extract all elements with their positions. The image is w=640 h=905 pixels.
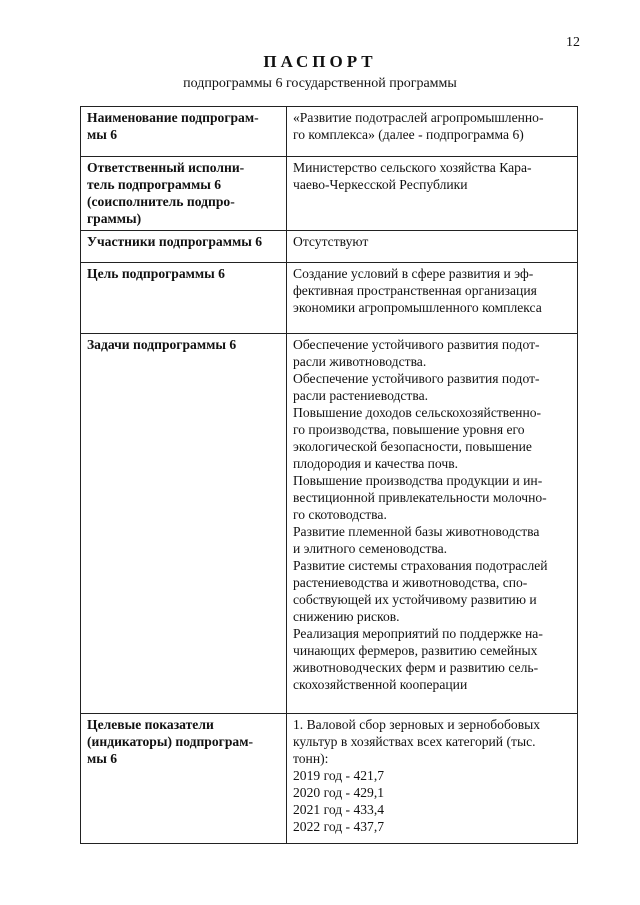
value-line: Обеспечение устойчивого развития подот-	[293, 371, 540, 386]
value-line: Реализация мероприятий по поддержке на-	[293, 626, 543, 641]
row-label	[81, 334, 287, 714]
value-line: го скотоводства.	[293, 507, 387, 522]
value-line: экологической безопасности, повышение	[293, 439, 532, 454]
value-line: Отсутствуют	[293, 234, 369, 249]
value-line: экономики агропромышленного комплекса	[293, 300, 542, 315]
value-line: 2019 год - 421,7	[293, 768, 385, 783]
label-line: Задачи подпрограммы 6	[87, 337, 237, 352]
label-line: Цель подпрограммы 6	[87, 266, 225, 281]
passport-row	[81, 157, 578, 231]
value-line: «Развитие подотраслей агропромышленно-	[293, 110, 544, 125]
value-line: скохозяйственной кооперации	[293, 677, 468, 692]
document-title: ПАСПОРТ	[263, 52, 377, 71]
value-line: фективная пространственная организация	[293, 283, 537, 298]
value-line: Обеспечение устойчивого развития подот-	[293, 337, 540, 352]
passport-table-body	[81, 107, 578, 844]
value-line: и элитного семеноводства.	[293, 541, 447, 556]
row-value	[287, 714, 578, 844]
row-value	[287, 263, 578, 334]
passport-table	[80, 106, 578, 844]
label-line: Целевые показатели	[87, 717, 214, 732]
value-line: 2020 год - 429,1	[293, 785, 385, 800]
label-line: Наименование подпрограм-	[87, 110, 259, 125]
value-line: расли растениеводства.	[293, 388, 429, 403]
value-line: Повышение доходов сельскохозяйственно-	[293, 405, 542, 420]
value-line: Повышение производства продукции и ин-	[293, 473, 543, 488]
passport-row	[81, 231, 578, 263]
row-value	[287, 334, 578, 714]
value-line: животноводческих ферм и развитию сель-	[293, 660, 539, 675]
value-line: го производства, повышение уровня его	[293, 422, 525, 437]
passport-row	[81, 107, 578, 157]
value-line: чаево-Черкесской Республики	[293, 177, 468, 192]
passport-row	[81, 263, 578, 334]
row-label	[81, 714, 287, 844]
value-line: собствующей их устойчивому развитию и	[293, 592, 537, 607]
value-line: 1. Валовой сбор зерновых и зернобобовых	[293, 717, 541, 732]
value-line: вестиционной привлекательности молочно-	[293, 490, 547, 505]
label-line: мы 6	[87, 751, 118, 766]
label-line: граммы)	[87, 211, 142, 226]
label-line: (соисполнитель подпро-	[87, 194, 235, 209]
value-line: растениеводства и животноводства, спо-	[293, 575, 528, 590]
value-line: 2022 год - 437,7	[293, 819, 385, 834]
value-line: Развитие племенной базы животноводства	[293, 524, 540, 539]
value-line: плодородия и качества почв.	[293, 456, 459, 471]
value-line: культур в хозяйствах всех категорий (тыс.	[293, 734, 536, 749]
value-line: снижению рисков.	[293, 609, 400, 624]
passport-row	[81, 714, 578, 844]
row-value	[287, 231, 578, 263]
value-line: чинающих фермеров, развитию семейных	[293, 643, 538, 658]
label-line: мы 6	[87, 127, 118, 142]
row-label	[81, 263, 287, 334]
row-value	[287, 157, 578, 231]
label-line: Участники подпрограммы 6	[87, 234, 263, 249]
value-line: 2021 год - 433,4	[293, 802, 385, 817]
value-line: тонн):	[293, 751, 329, 766]
value-line: го комплекса» (далее - подпрограмма 6)	[293, 127, 524, 142]
value-line: Развитие системы страхования подотраслей	[293, 558, 548, 573]
label-line: Ответственный исполни-	[87, 160, 245, 175]
label-line: (индикаторы) подпрограм-	[87, 734, 253, 749]
document-subtitle: подпрограммы 6 государственной программы	[183, 76, 457, 91]
label-line: тель подпрограммы 6	[87, 177, 222, 192]
row-value	[287, 107, 578, 157]
row-label	[81, 231, 287, 263]
value-line: расли животноводства.	[293, 354, 427, 369]
row-label	[81, 107, 287, 157]
row-label	[81, 157, 287, 231]
value-line: Министерство сельского хозяйства Кара-	[293, 160, 532, 175]
value-line: Создание условий в сфере развития и эф-	[293, 266, 534, 281]
page-number: 12	[566, 35, 580, 50]
passport-row	[81, 334, 578, 714]
